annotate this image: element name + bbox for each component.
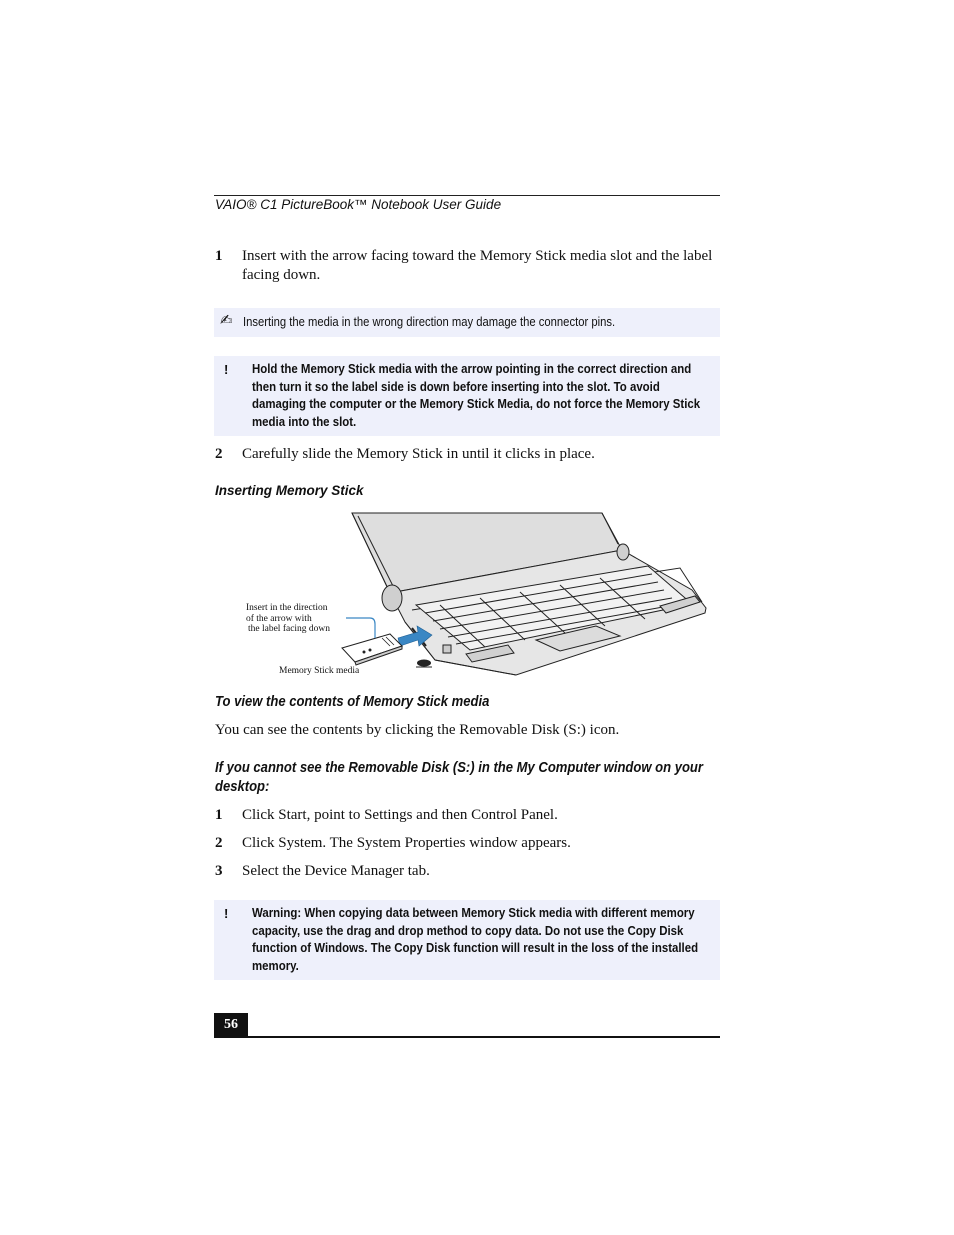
warning-icon: ! [224,906,229,921]
warning-text: Warning: When copying data between Memory Stick media with different memory capacity, use the drag and drop method to copy data. Do not use the Copy Disk function of Windows. The Copy Disk function will result in the loss of the installed memory. [252,905,699,973]
step-text: Carefully slide the Memory Stick in until it clicks in place. [242,446,595,462]
pencil-icon: ✍ [220,311,233,329]
note-text: Inserting the media in the wrong direction may damage the connector pins. [243,315,616,329]
warning-callout [214,356,720,436]
page-number: 56 [214,1013,248,1036]
step-text: Click System. The System Properties window appears. [242,835,571,851]
figure-label-insert: Insert in the direction of the arrow with the label facing down [246,603,331,634]
step-text: Insert with the arrow facing toward the Memory Stick media slot and the label facing down. [242,248,713,283]
step-number: 1 [215,807,223,823]
section-body: You can see the contents by clicking the Removable Disk (S:) icon. [215,722,620,738]
step-text: Select the Device Manager tab. [242,863,430,879]
step-number: 2 [215,835,223,851]
leader-line [346,618,375,638]
running-header: VAIO® C1 PictureBook™ Notebook User Guide [215,197,502,212]
step-number: 1 [215,248,223,264]
warning-text: Hold the Memory Stick media with the arrow pointing in the correct direction and then turn it so the label side is down before inserting into the slot. To avoid damaging the computer or the Memory Stick Media, do not force the Memory Stick media into the slot. [252,361,701,429]
header-rule [214,195,720,196]
section-heading: To view the contents of Memory Stick media [215,694,490,710]
memory-stick-logo-icon [416,660,432,668]
figure-label-media: Memory Stick media [279,666,360,676]
subsection-heading: If you cannot see the Removable Disk (S:) in the My Computer window on your desktop: [215,760,703,795]
laptop-illustration [240,510,710,685]
step-text: Click Start, point to Settings and then Control Panel. [242,807,558,823]
step-number: 2 [215,446,223,462]
step-number: 3 [215,863,223,879]
warning-icon: ! [224,362,229,377]
figure-caption: Inserting Memory Stick [215,483,364,498]
memory-stick-icon [342,634,402,665]
warning-callout [214,900,720,980]
footer-rule [214,1036,720,1038]
note-callout [214,308,720,337]
